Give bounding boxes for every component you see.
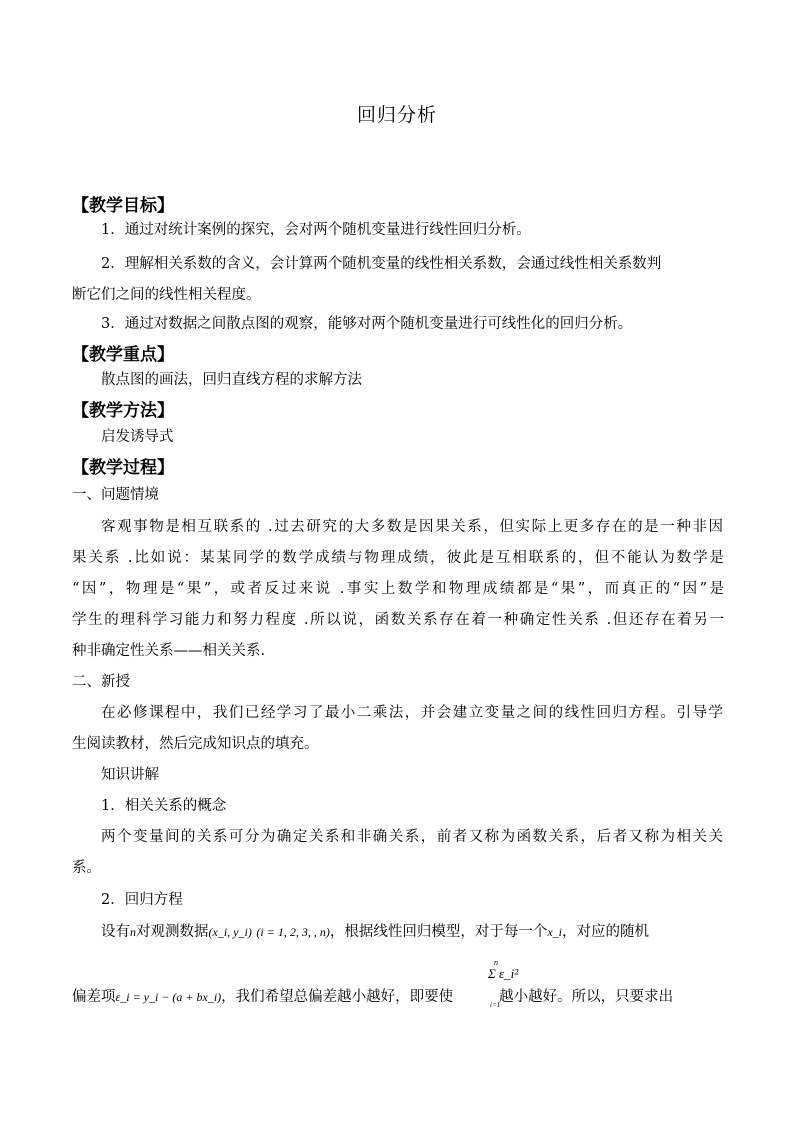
paragraph-line: 系。 bbox=[72, 860, 101, 876]
method-heading: 【教学方法】 bbox=[72, 401, 174, 421]
process-heading: 【教学过程】 bbox=[72, 458, 174, 478]
formula-line: 偏差项ε_i = y_i − (a + bx_i)，我们希望总偏差越小越好，即要使 越小越好。所以，只要求出 bbox=[72, 989, 674, 1005]
item-title: 2．回归方程 bbox=[101, 892, 183, 908]
sum-lower-limit: i=1 bbox=[490, 1001, 501, 1009]
goal-item: 3．通过对数据之间散点图的观察，能够对两个随机变量进行可线性化的回归分析。 bbox=[101, 316, 633, 332]
key-points-text: 散点图的画法，回归直线方程的求解方法 bbox=[101, 372, 362, 388]
paragraph-line: 种非确定性关系——相关关系. bbox=[72, 643, 266, 659]
paragraph-line: 果关系 .比如说：某某同学的数学成绩与物理成绩，彼此是互相联系的，但不能认为数学是 bbox=[72, 550, 724, 566]
paragraph-line: “因”，物理是“果”，或者反过来说 .事实上数学和物理成绩都是“果”，而真正的“因”是 bbox=[72, 581, 724, 597]
item-title: 1．相关关系的概念 bbox=[101, 798, 227, 814]
sum-upper-limit: n bbox=[494, 958, 498, 967]
goals-heading: 【教学目标】 bbox=[72, 196, 174, 216]
formula-line: 设有n对观测数据(x_i, y_i) (i = 1, 2, 3, , n)，根据线性回归模型，对于每一个x_i，对应的随机 bbox=[101, 924, 650, 940]
method-text: 启发诱导式 bbox=[101, 429, 174, 445]
math-sum: Σ ε_i² bbox=[488, 966, 519, 981]
goal-item-continuation: 断它们之间的线性相关程度。 bbox=[72, 287, 261, 303]
paragraph-line: 两个变量间的关系可分为确定关系和非确关系，前者又称为函数关系，后者又称为相关关 bbox=[101, 829, 723, 845]
math-epsilon-formula: ε_i = y_i − (a + bx_i) bbox=[115, 990, 222, 1004]
math-xi: x_i bbox=[547, 925, 563, 939]
math-pair: (x_i, y_i) bbox=[208, 925, 252, 939]
goal-item: 2．理解相关系数的含义，会计算两个随机变量的线性相关系数，会通过线性相关系数判 bbox=[101, 256, 662, 272]
page-title: 回归分析 bbox=[356, 104, 437, 126]
math-n: n bbox=[130, 925, 136, 939]
paragraph-line: 学生的理科学习能力和努力程度 .所以说，函数关系存在着一种确定性关系 .但还存在着另一 bbox=[72, 612, 724, 628]
paragraph-line: 生阅读教材，然后完成知识点的填充。 bbox=[72, 736, 319, 752]
knowledge-title: 知识讲解 bbox=[101, 767, 159, 783]
section-title: 一、问题情境 bbox=[72, 487, 159, 503]
section-title: 二、新授 bbox=[72, 674, 130, 690]
key-points-heading: 【教学重点】 bbox=[72, 345, 174, 365]
paragraph-line: 客观事物是相互联系的 .过去研究的大多数是因果关系，但实际上更多存在的是一种非因 bbox=[101, 519, 723, 535]
goal-item: 1．通过对统计案例的探究，会对两个随机变量进行线性回归分析。 bbox=[101, 222, 531, 238]
math-range: (i = 1, 2, 3, , n) bbox=[256, 925, 330, 939]
paragraph-line: 在必修课程中，我们已经学习了最小二乘法，并会建立变量之间的线性回归方程。引导学 bbox=[101, 705, 723, 721]
